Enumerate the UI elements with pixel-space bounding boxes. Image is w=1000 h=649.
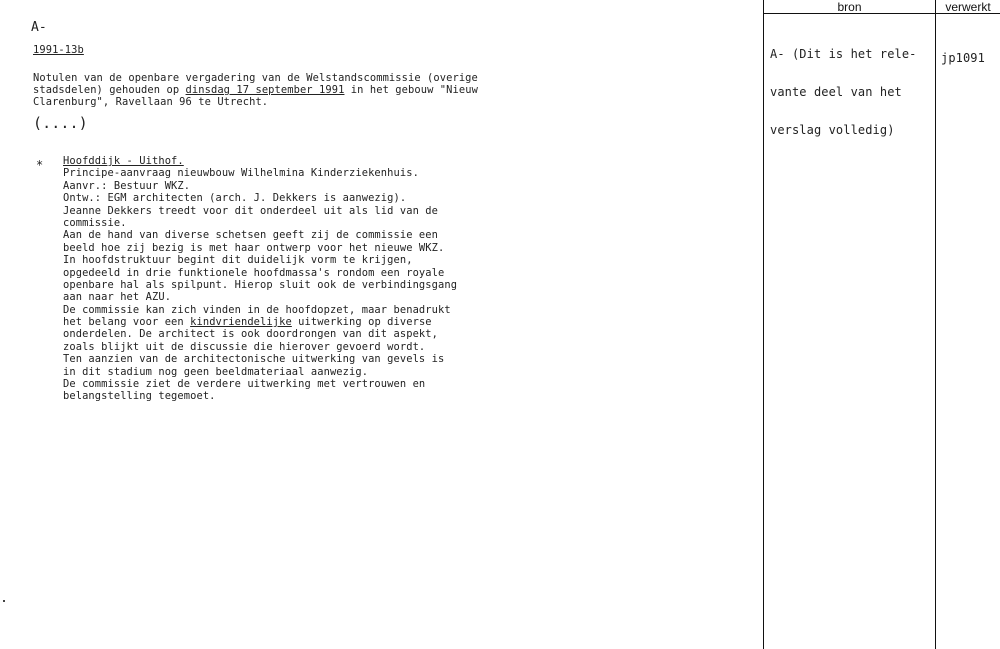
item-line-underlined: [63, 316, 457, 328]
item-line: Principe-aanvraag nieuwbouw Wilhelmina Kinderziekenhuis.: [63, 167, 419, 180]
intro-line-1: Notulen van de openbare vergadering van de Welstandscommissie (overige: [33, 72, 478, 84]
item-line: De commissie ziet de verdere uitwerking met vertrouwen en: [63, 378, 426, 391]
item-line: Ten aanzien van de architectonische uitwerking van gevels is: [63, 353, 445, 366]
bron-cell: [770, 23, 917, 161]
column-header-verwerkt: verwerkt: [945, 0, 991, 14]
bron-line: vante deel van het: [770, 85, 902, 99]
item-line: in dit stadium nog geen beeldmateriaal aanwezig.: [63, 365, 369, 378]
item-line: beeld hoe zij bezig is met haar ontwerp voor het nieuwe WKZ.: [63, 241, 445, 254]
column-header-bron: bron: [837, 0, 862, 14]
intro-line-2-start: stadsdelen) gehouden op: [33, 84, 186, 96]
item-line: commissie.: [63, 216, 127, 229]
document-reference: 1991-13b: [33, 44, 84, 56]
table-left-border: [763, 0, 764, 649]
scan-dot: [3, 600, 5, 602]
underlined-word: kindvriendelijke: [190, 316, 292, 329]
verwerkt-cell: jp1091: [941, 51, 985, 65]
item-line: belangstelling tegemoet.: [63, 390, 216, 403]
item-line-start: het belang voor een: [63, 316, 191, 329]
document-code: A-: [31, 20, 47, 35]
omission-mark: (....): [33, 114, 88, 132]
item-line: openbare hal als spilpunt. Hierop sluit ook de verbindingsgang: [63, 278, 458, 291]
item-line: Aan de hand van diverse schetsen geeft zij de commissie een: [63, 229, 438, 242]
meeting-date: dinsdag 17 september 1991: [185, 84, 345, 96]
item-line: onderdelen. De architect is ook doordrongen van dit aspekt,: [63, 328, 438, 341]
item-line: De commissie kan zich vinden in de hoofdopzet, maar benadrukt: [63, 303, 451, 316]
item-line: aan naar het AZU.: [63, 291, 172, 304]
intro-line-3: Clarenburg", Ravellaan 96 te Utrecht.: [33, 96, 269, 108]
item-title: Hoofddijk - Uithof.: [63, 155, 184, 167]
intro-line-2-end: in het gebouw "Nieuw: [344, 84, 478, 96]
intro-line-2: [33, 84, 478, 96]
item-body: [63, 155, 457, 403]
item-line: Jeanne Dekkers treedt voor dit onderdeel uit als lid van de: [63, 204, 438, 217]
item-line: opgedeeld in drie funktionele hoofdmassa's rondom een royale: [63, 266, 445, 279]
item-line: Ontw.: EGM architecten (arch. J. Dekkers is aanwezig).: [63, 192, 407, 205]
bron-line: verslag volledig): [770, 123, 895, 137]
item-line-end: uitwerking op diverse: [291, 316, 432, 329]
item-line: zoals blijkt uit de discussie die hierover gevoerd wordt.: [63, 340, 426, 353]
item-bullet: *: [36, 158, 44, 172]
table-column-divider: [935, 0, 936, 649]
bron-line: A- (Dit is het rele-: [770, 47, 917, 61]
item-line: In hoofdstruktuur begint dit duidelijk vorm te krijgen,: [63, 254, 413, 267]
item-line: Aanvr.: Bestuur WKZ.: [63, 179, 191, 192]
